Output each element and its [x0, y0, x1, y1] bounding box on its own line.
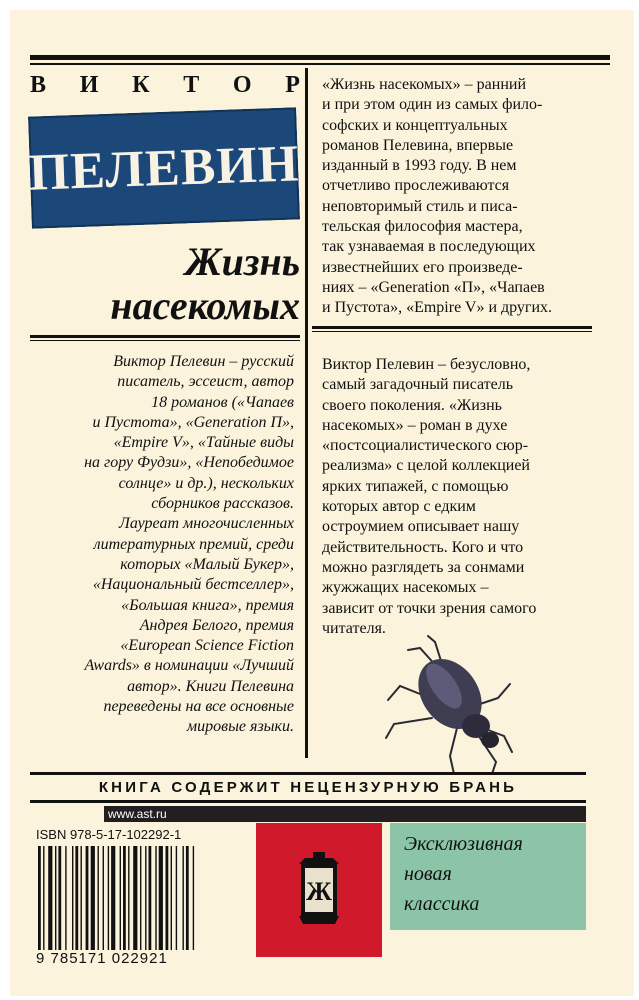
- bio-line: Виктор Пелевин – русский: [113, 353, 294, 370]
- bio-line: Awards» в номинации «Лучший: [84, 657, 294, 675]
- author-bio: [38, 352, 294, 738]
- description-line: своего поколения. «Жизнь: [322, 396, 502, 414]
- description-line: так узнаваемая в последующих: [322, 238, 536, 256]
- barcode-bar: [166, 846, 169, 950]
- description-line: зависит от точки зрения самого: [322, 599, 537, 617]
- book-title: [30, 240, 300, 328]
- description-line: тельская философия мастера,: [322, 218, 523, 236]
- author-first-name-letter: К: [132, 72, 152, 98]
- author-first-name-letter: В: [30, 72, 49, 98]
- banner-bottom-rule: [30, 800, 586, 803]
- author-first-name: [30, 72, 302, 99]
- barcode-bar: [98, 846, 99, 950]
- description-line: отчетливо прослеживаются: [322, 177, 510, 195]
- series-name: [390, 823, 586, 930]
- column-divider: [305, 68, 308, 758]
- author-first-name-letter: Р: [285, 72, 302, 98]
- description-line: «Жизнь насекомых» – ранний: [322, 76, 527, 93]
- book-description-2: [322, 355, 584, 639]
- barcode-number: 9 785171 022921: [36, 950, 168, 967]
- description-line: ярких типажей, с помощью: [322, 477, 509, 495]
- bio-line: Лауреат многочисленных: [119, 515, 294, 533]
- barcode-bar: [55, 846, 56, 950]
- barcode-bar: [176, 846, 177, 950]
- bio-line: «Национальный бестселлер»,: [92, 576, 294, 594]
- barcode-bar: [91, 846, 95, 950]
- bio-line: на гору Фудзи», «Непобедимое: [84, 454, 294, 472]
- left-mid-rule-thin: [30, 340, 300, 341]
- barcode-bar: [171, 846, 172, 950]
- right-mid-rule: [312, 326, 592, 329]
- isbn-text: ISBN 978-5-17-102292-1: [36, 827, 182, 842]
- barcode-bar: [72, 846, 73, 950]
- right-mid-rule-thin: [312, 331, 592, 332]
- description-line: остроумием описывает нашу: [322, 518, 520, 536]
- barcode-bar: [111, 846, 115, 950]
- bio-line: автор». Книги Пелевина: [127, 677, 294, 695]
- bio-line: солнце» и др.), нескольких: [118, 474, 294, 492]
- beetle-illustration: [380, 628, 520, 778]
- description-line: ниях – «Generation «П», «Чапаев: [322, 278, 545, 296]
- description-line: действительность. Кого и что: [322, 538, 524, 556]
- barcode-bar: [128, 846, 129, 950]
- barcode-bar: [159, 846, 163, 950]
- barcode-bar: [86, 846, 89, 950]
- barcode-bar: [123, 846, 126, 950]
- bio-line: «Empire V», «Тайные виды: [113, 434, 294, 452]
- description-line: реализма» с целой коллекцией: [322, 457, 530, 475]
- barcode-bar: [183, 846, 184, 950]
- bio-line: которых «Малый Букер»,: [120, 555, 294, 573]
- barcode: [36, 846, 246, 950]
- barcode-bar: [140, 846, 141, 950]
- left-mid-rule: [30, 335, 300, 338]
- description-line: «постсоциалистического сюр-: [322, 437, 529, 455]
- barcode-bar: [133, 846, 137, 950]
- publisher-url: www.ast.ru: [104, 806, 586, 822]
- barcode-bar: [193, 846, 194, 950]
- description-line: Виктор Пелевин – безусловно,: [322, 356, 531, 373]
- barcode-bar: [155, 846, 156, 950]
- bio-line: литературных премий, среди: [93, 535, 294, 553]
- description-line: романов Пелевина, впервые: [322, 136, 514, 154]
- description-line: которых автор с едким: [322, 498, 476, 516]
- bio-line: Андрея Белого, премия: [139, 616, 294, 634]
- bio-line: мировые языки.: [186, 718, 294, 736]
- book-title-line2: насекомых: [110, 283, 300, 328]
- barcode-bar: [108, 846, 109, 950]
- author-first-name-letter: Т: [183, 72, 202, 98]
- lantern-icon: [291, 850, 347, 930]
- bio-line: 18 романов («Чапаев: [151, 393, 294, 411]
- top-rule-thin: [30, 63, 610, 65]
- content-warning-banner: КНИГА СОДЕРЖИТ НЕЦЕНЗУРНУЮ БРАНЬ: [98, 778, 518, 796]
- barcode-bar: [75, 846, 78, 950]
- description-line: читателя.: [322, 619, 386, 637]
- description-line: насекомых» – роман в духе: [322, 416, 508, 434]
- description-line: софских и концептуальных: [322, 116, 508, 134]
- description-line: неповторимый стиль и писа-: [322, 197, 518, 215]
- barcode-bar: [149, 846, 152, 950]
- description-line: можно разглядеть за сонмами: [322, 558, 525, 576]
- barcode-bar: [65, 846, 66, 950]
- description-line: и Пустота», «Empire V» и других.: [322, 299, 553, 317]
- barcode-bar: [120, 846, 121, 950]
- banner-top-rule: [30, 772, 586, 775]
- series-line: Эксклюзивная: [404, 833, 523, 855]
- author-last-name-box: [28, 107, 300, 228]
- barcode-bar: [58, 846, 61, 950]
- description-line: изданный в 1993 году. В нем: [322, 157, 517, 175]
- bio-line: сборников рассказов.: [151, 495, 294, 513]
- barcode-bar: [81, 846, 82, 950]
- author-last-name: ПЕЛЕВИН: [27, 134, 301, 202]
- description-line: известнейших его произведе-: [322, 258, 523, 276]
- series-logo-letter: Ж: [306, 877, 332, 906]
- author-first-name-letter: И: [79, 72, 101, 98]
- bio-line: «Большая книга», премия: [121, 596, 294, 614]
- top-rule-thick: [30, 55, 610, 60]
- barcode-bar: [145, 846, 146, 950]
- description-line: самый загадочный писатель: [322, 376, 514, 394]
- bio-line: писатель, эссеист, автор: [117, 373, 294, 391]
- author-first-name-letter: О: [232, 72, 254, 98]
- book-title-line1: Жизнь: [184, 239, 300, 284]
- barcode-bar: [48, 846, 52, 950]
- series-line: классика: [404, 893, 480, 915]
- series-logo: [256, 823, 382, 957]
- barcode-bar: [103, 846, 104, 950]
- series-line: новая: [404, 863, 452, 885]
- book-description-1: [322, 75, 584, 319]
- description-line: жужжащих насекомых –: [322, 579, 489, 597]
- bio-line: и Пустота», «Generation П»,: [92, 413, 294, 431]
- barcode-bar: [186, 846, 189, 950]
- bio-line: «European Science Fiction: [120, 637, 294, 655]
- description-line: и при этом один из самых фило-: [322, 96, 543, 114]
- bio-line: переведены на все основные: [103, 698, 294, 716]
- barcode-bar: [38, 846, 41, 950]
- barcode-bar: [43, 846, 44, 950]
